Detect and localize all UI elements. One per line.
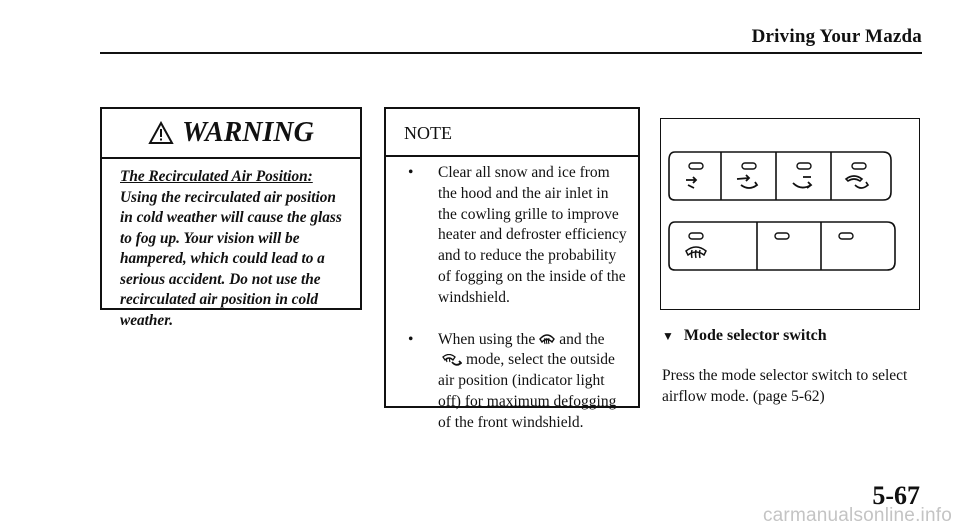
figure-caption — [662, 327, 827, 345]
note-item-2-post: mode, select the outside air position (indicator light off) for maximum defogging of the front windshield. — [438, 351, 617, 431]
figure-body-text: Press the mode selector switch to select airflow mode. (page 5-62) — [662, 367, 908, 405]
header-rule — [100, 52, 922, 54]
mode-selector-illustration — [660, 118, 920, 310]
note-heading: NOTE — [386, 109, 638, 157]
warning-subheading: The Recirculated Air Position: — [120, 168, 313, 185]
defrost-floor-icon — [442, 354, 462, 368]
page-number: 5-67 — [872, 481, 920, 510]
vent-mode-icon — [686, 177, 696, 188]
warning-box — [100, 107, 362, 329]
warning-heading: WARNING — [182, 117, 314, 148]
note-item-2-mid: and the — [559, 330, 605, 348]
note-item-1: • Clear all snow and ice from the hood and the air inlet in the cowling grille to improve heater and defroster efficiency and to reduce the probability of fogging on the inside of the windshield. — [386, 163, 628, 309]
note-item-2 — [386, 330, 628, 434]
floor-defrost-mode-icon — [846, 176, 868, 188]
note-box — [384, 107, 640, 431]
watermark: carmanualsonline.info — [762, 505, 952, 526]
caption-triangle-icon: ▼ — [662, 329, 674, 343]
defrost-mode-icon — [686, 247, 706, 258]
warning-header — [102, 109, 360, 159]
indicator-light-icon — [689, 163, 866, 239]
note-item-2-pre: When using the — [438, 330, 536, 348]
bi-level-mode-icon — [737, 175, 757, 188]
warning-body-text: Using the recirculated air position in cold weather will cause the glass to fog up. Your vision will be hampered, which could lead to a serious accident. Do not use the recirculated air position in cold weather. — [120, 188, 342, 329]
figure-caption-text: Mode selector switch — [683, 327, 827, 344]
defroster-icon — [539, 333, 555, 347]
floor-mode-icon — [793, 177, 811, 188]
warning-triangle-icon — [148, 121, 174, 145]
header-title: Driving Your Mazda — [751, 26, 922, 47]
